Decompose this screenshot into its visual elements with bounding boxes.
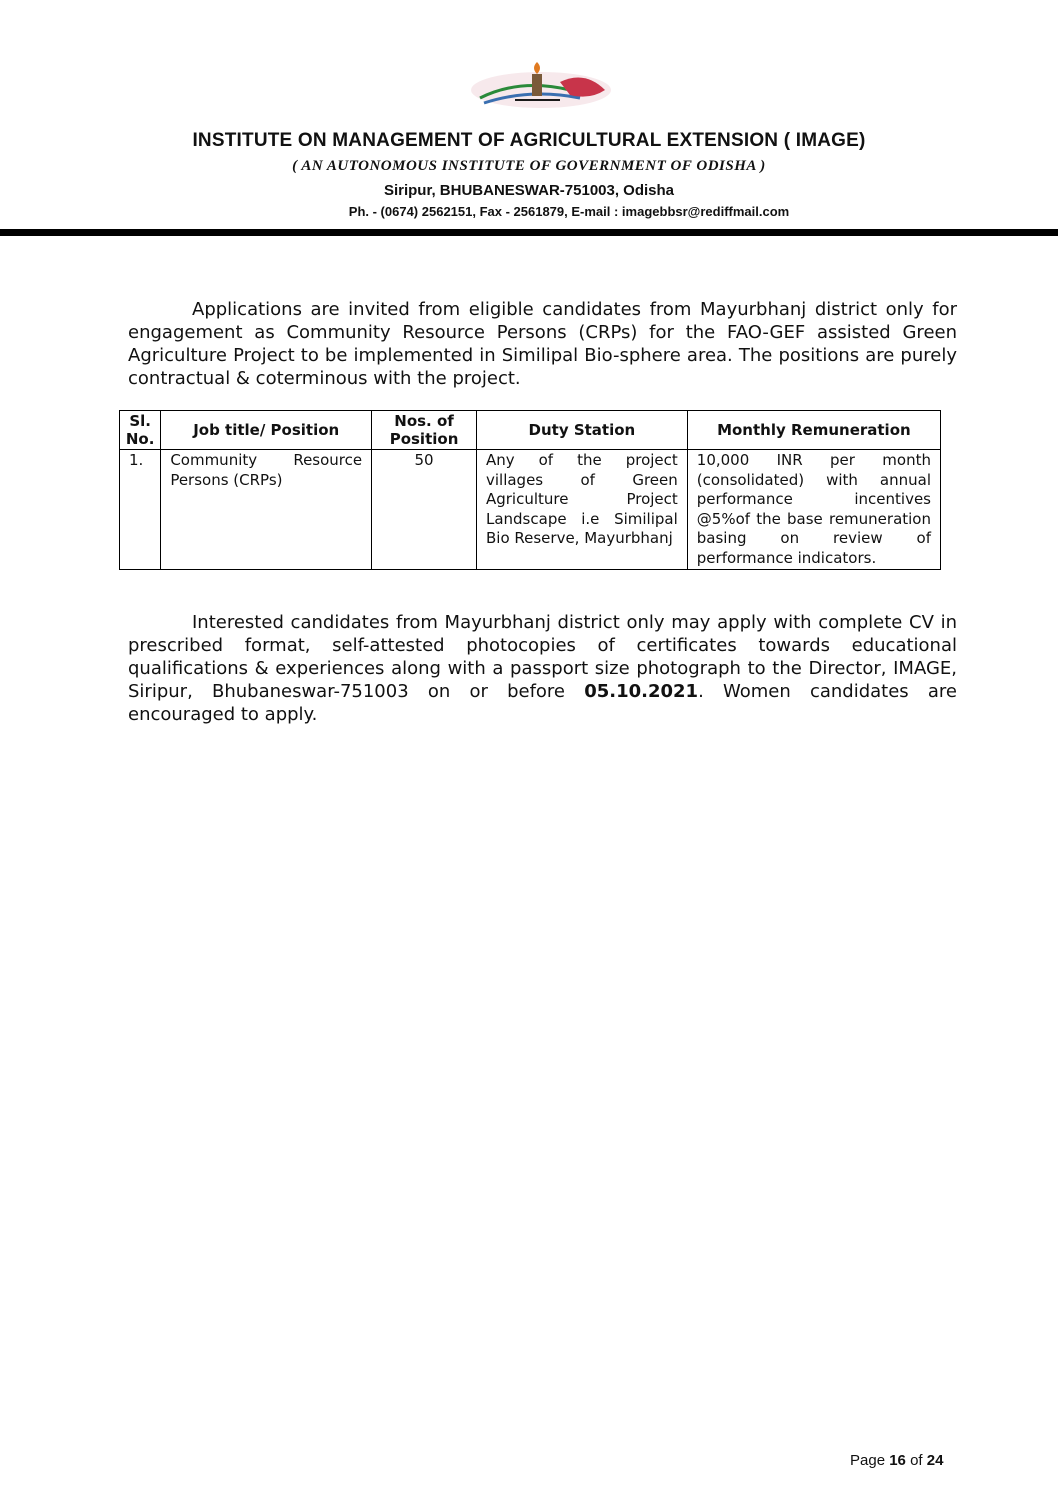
current-page: 16 [889, 1452, 906, 1469]
institute-logo-icon [460, 60, 622, 110]
page-number [850, 1452, 943, 1469]
header-monthly-remuneration: Monthly Remuneration [687, 411, 940, 450]
closing-paragraph [128, 611, 957, 726]
cell-nos-position: 50 [372, 450, 477, 570]
header-duty-station: Duty Station [476, 411, 687, 450]
of-word: of [910, 1452, 923, 1469]
cell-sl-no: 1. [120, 450, 161, 570]
closing-text-after: . Women candidates are encouraged to apply. [128, 681, 957, 725]
header-nos-position: Nos. of Position [372, 411, 477, 450]
header-job-title: Job title/ Position [161, 411, 372, 450]
institute-address: Siripur, BHUBANESWAR-751003, Odisha [383, 182, 675, 199]
cell-job-title: Community Resource Persons (CRPs) [161, 450, 372, 570]
closing-text-before: Interested candidates from Mayurbhanj district only may apply with complete CV in prescribed format, self-attested photocopies of certificates towards educational qualifications & experiences along with a passport size photograph to the Director, IMAGE, Siripur, Bhubaneswar-751003 on or before [128, 612, 957, 702]
header-divider [0, 229, 1058, 236]
cell-remuneration: 10,000 INR per month (consolidated) with annual performance incentives @5%of the base remuneration basing on review of performance indicators. [687, 450, 940, 570]
institute-contact: Ph. - (0674) 2562151, Fax - 2561879, E-mail : imagebbsr@rediffmail.com [348, 204, 790, 219]
intro-paragraph: Applications are invited from eligible candidates from Mayurbhanj district only for engagement as Community Resource Persons (CRPs) for the FAO-GEF assisted Green Agriculture Project to be implemented in Similipal Bio-sphere area. The positions are purely contractual & coterminous with the project. [128, 299, 957, 389]
institute-subtitle: ( AN AUTONOMOUS INSTITUTE OF GOVERNMENT OF ODISHA ) [292, 158, 766, 174]
table-header-row [120, 411, 941, 450]
table-row [120, 450, 941, 570]
institute-title: INSTITUTE ON MANAGEMENT OF AGRICULTURAL EXTENSION ( IMAGE) [192, 130, 866, 151]
positions-table [119, 410, 941, 570]
cell-duty-station: Any of the project villages of Green Agriculture Project Landscape i.e Similipal Bio Reserve, Mayurbhanj [476, 450, 687, 570]
deadline-date: 05.10.2021 [584, 681, 699, 702]
total-pages: 24 [926, 1452, 944, 1469]
page-word: Page [850, 1452, 886, 1469]
header-sl-no: Sl. No. [120, 411, 161, 450]
